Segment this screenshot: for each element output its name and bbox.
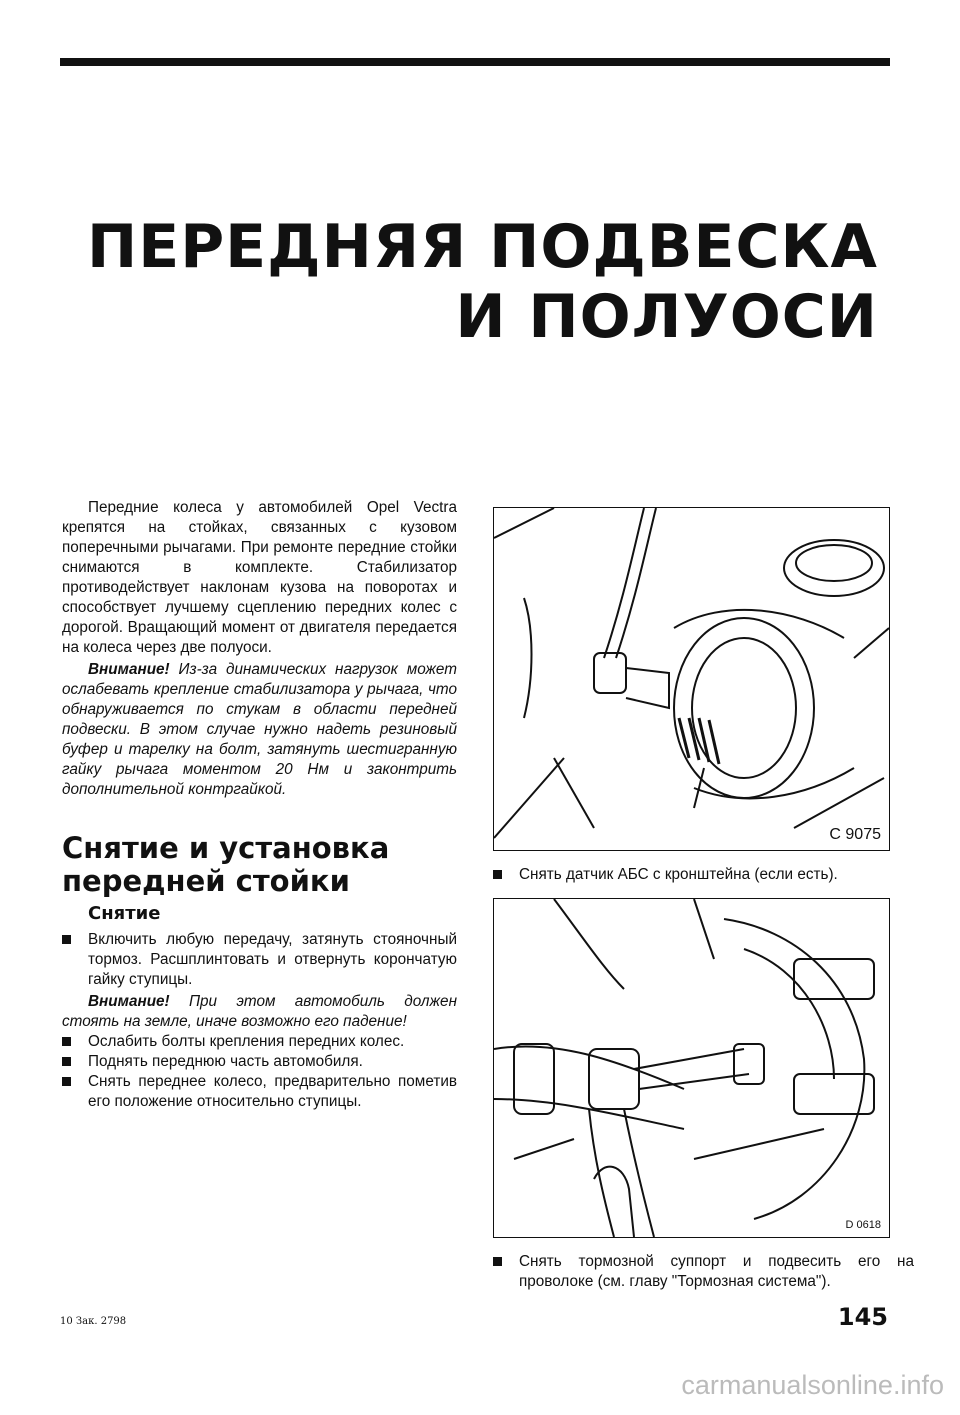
warning-note-1 [62,660,457,800]
title-line-1: ПЕРЕДНЯЯ ПОДВЕСКА [87,212,878,282]
step-text: Поднять переднюю часть автомобиля. [88,1053,363,1070]
watermark: carmanualsonline.info [681,1370,944,1400]
step-text: Ослабить болты крепления передних колес. [88,1033,405,1050]
left-column [62,498,457,1112]
warning-label: Внимание! [88,661,170,678]
step-item [62,930,457,990]
step-item [62,1032,457,1052]
abs-sensor-illustration [494,508,889,850]
subsection-heading: Снятие [88,903,161,924]
intro-paragraph: Передние колеса у автомобилей Opel Vectra крепятся на стойках, связанных с кузовом поперечными рычагами. При ремонте передние стойки снимаются в комплекте. Стабилизатор противодействует наклонам кузова на поворотах и способствует лучшему сцеплению передних колес с дорогой. Вращающий момент от двигателя передается на колеса через две полуоси. [62,499,457,656]
step-text: Включить любую передачу, затянуть стояночный тормоз. Расшплинтовать и отвернуть корончатую гайку ступицы. [88,931,457,988]
section-heading-line-2: передней стойки [62,864,350,898]
warning-text: Из-за динамических нагрузок может ослабевать крепление стабилизатора у рычага, что обнаруживается по стукам в области передней подвески. В этом случае нужно надеть резиновый буфер и тарелку на болт, затянуть шестигранную гайку рычага моментом 20 Нм и законтрить дополнительной контргайкой. [62,661,457,798]
title-line-2: И ПОЛУОСИ [455,282,878,352]
bullet-square-icon [62,1037,71,1046]
brake-caliper-illustration [494,899,889,1237]
page-title [87,212,878,352]
warning-text: При этом автомобиль должен стоять на земле, иначе возможно его падение! [62,993,457,1030]
section-heading-line-1: Снятие и установка [62,831,390,865]
warning-note-2 [62,992,457,1032]
step-text: Снять переднее колесо, предварительно пометив его положение относительно ступицы. [88,1073,457,1110]
bullet-square-icon [62,1077,71,1086]
bullet-square-icon [62,1057,71,1066]
step-item [62,1072,457,1112]
caption-text: Снять тормозной суппорт и подвесить его на проволоке (см. главу "Тормозная система"). [519,1253,914,1290]
top-rule [60,58,890,66]
figure-caption [493,865,914,885]
bullet-square-icon [62,935,71,944]
page-number: 145 [837,1303,888,1331]
caption-text: Снять датчик АБС с кронштейна (если есть). [519,866,838,883]
section-heading [62,832,457,898]
bullet-square-icon [493,1257,502,1266]
figure-code: C 9075 [829,826,881,843]
figure-abs-sensor [493,507,890,851]
figure-caption [493,1252,914,1292]
figure-brake-caliper [493,898,890,1238]
print-order-number: 10 Зак. 2798 [60,1316,127,1327]
step-item [62,1052,457,1072]
warning-label: Внимание! [88,993,170,1010]
figure-code: D 0618 [845,1219,881,1231]
bullet-square-icon [493,870,502,879]
